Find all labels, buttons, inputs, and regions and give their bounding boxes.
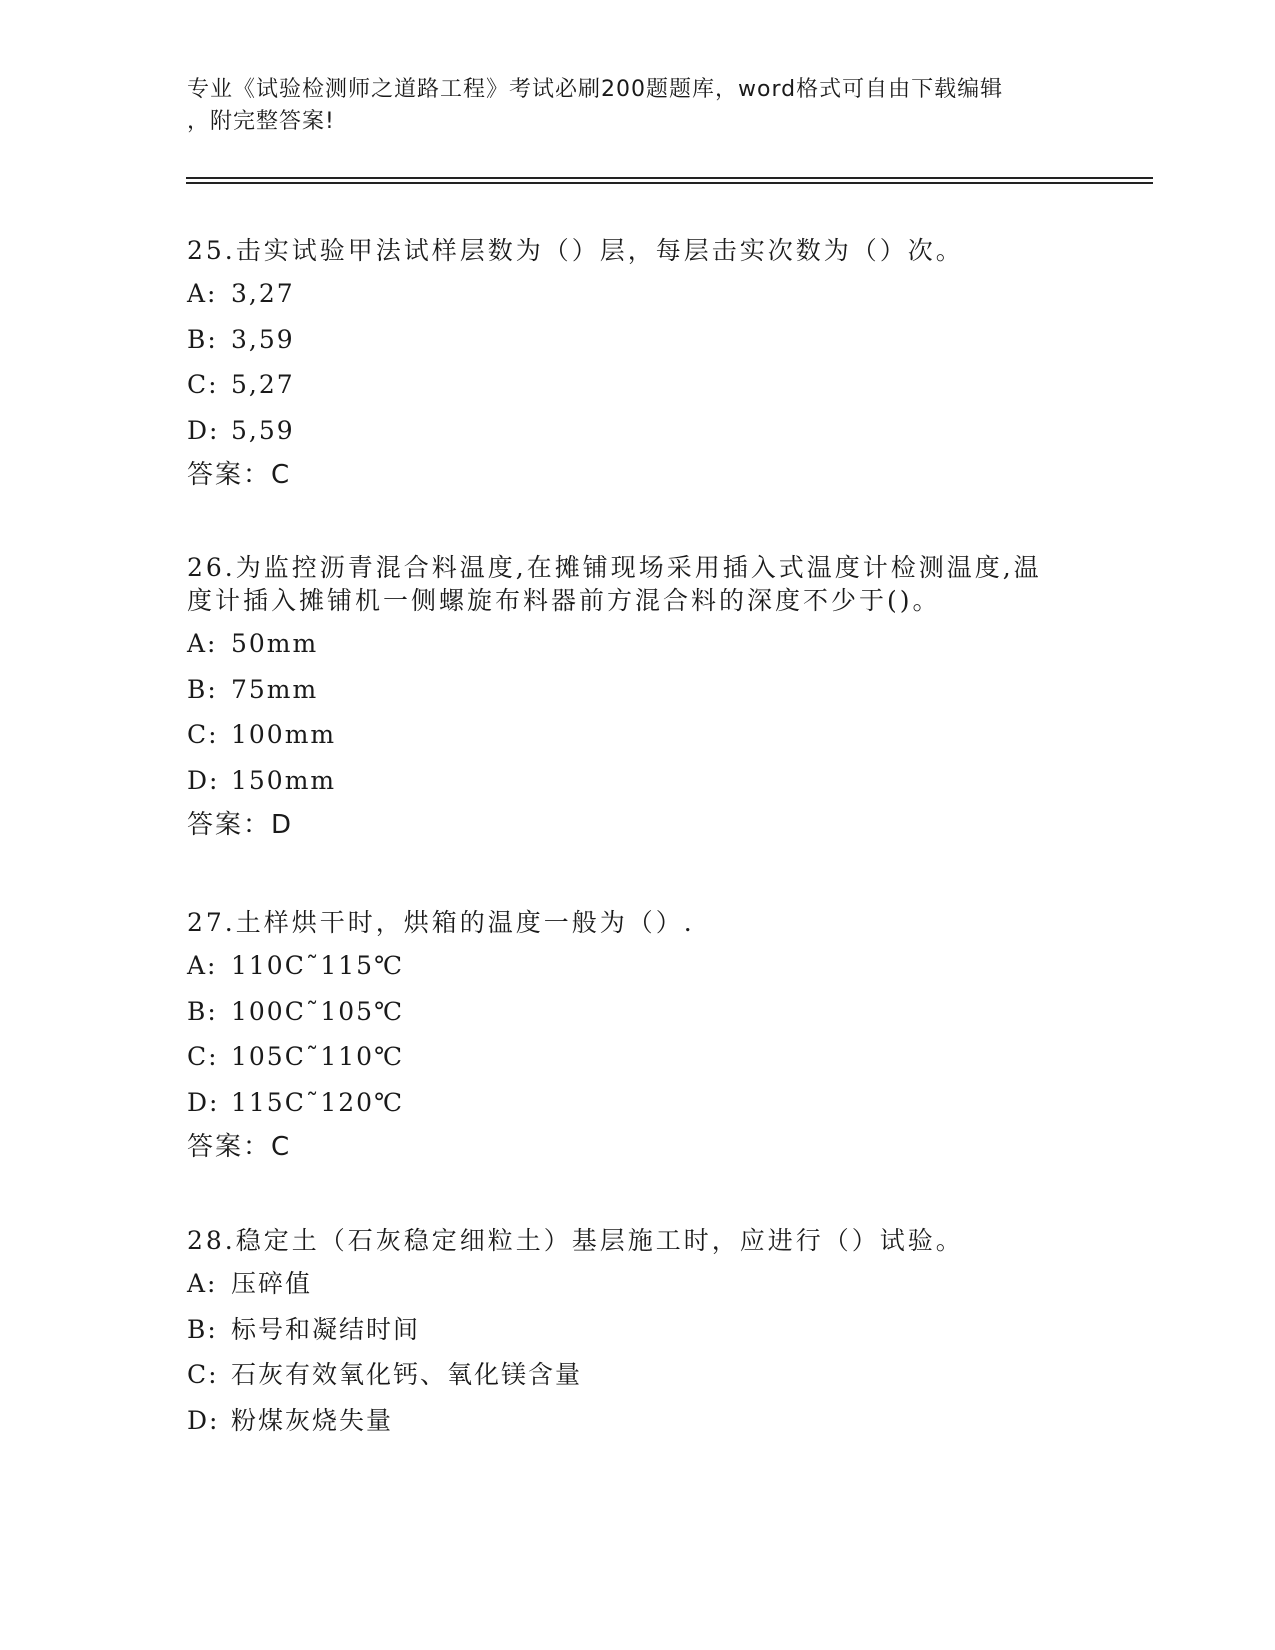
- question-25: [187, 234, 1087, 492]
- option-c: [187, 718, 1087, 764]
- option-text: 100mm: [231, 720, 337, 749]
- header-divider-bottom: [186, 182, 1153, 184]
- header-line-1: 专业《试验检测师之道路工程》考试必刷200题题库，word格式可自由下载编辑: [187, 77, 1004, 102]
- option-text: 5,27: [231, 370, 295, 399]
- question-stem-line-2: 度计插入摊铺机一侧螺旋布料器前方混合料的深度不少于()。: [187, 586, 941, 615]
- question-stem: 28.稳定土（石灰稳定细粒土）基层施工时，应进行（）试验。: [187, 1226, 964, 1255]
- option-d: [187, 1086, 1087, 1132]
- option-text: 50mm: [231, 629, 319, 658]
- question-27: [187, 906, 1087, 1164]
- option-key: B:: [187, 324, 218, 354]
- option-a: [187, 1267, 1087, 1313]
- option-text: 110C˜115℃: [231, 951, 405, 980]
- option-key: D:: [187, 1087, 220, 1117]
- option-key: A:: [187, 1269, 218, 1298]
- option-key: C:: [187, 1360, 219, 1389]
- question-stem: [187, 551, 1087, 617]
- option-text: 150mm: [231, 765, 337, 795]
- option-text: 粉煤灰烧失量: [231, 1405, 394, 1435]
- option-b: [187, 995, 1087, 1041]
- option-key: D:: [187, 415, 220, 445]
- option-text: 标号和凝结时间: [231, 1314, 421, 1344]
- option-text: 105C˜110℃: [231, 1042, 405, 1071]
- question-stem: 27.土样烘干时，烘箱的温度一般为（）.: [187, 908, 695, 937]
- option-text: 石灰有效氧化钙、氧化镁含量: [231, 1360, 583, 1389]
- option-key: B:: [187, 674, 218, 704]
- answer-label: 答案：D: [187, 810, 294, 840]
- option-d: [187, 414, 1087, 460]
- option-key: B:: [187, 996, 218, 1026]
- option-text: 115C˜120℃: [231, 1087, 405, 1117]
- option-c: [187, 1040, 1087, 1086]
- option-key: C:: [187, 370, 219, 399]
- option-text: 100C˜105℃: [231, 996, 405, 1026]
- option-key: A:: [187, 629, 218, 658]
- option-key: D:: [187, 765, 220, 795]
- document-header: [187, 74, 1067, 138]
- option-b: [187, 1313, 1087, 1359]
- question-28: [187, 1224, 1087, 1449]
- option-key: B:: [187, 1314, 218, 1344]
- option-a: [187, 277, 1087, 323]
- option-a: [187, 627, 1087, 673]
- option-d: [187, 1404, 1087, 1450]
- question-stem: 25.击实试验甲法试样层数为（）层，每层击实次数为（）次。: [187, 236, 964, 265]
- option-key: A:: [187, 951, 218, 980]
- option-c: [187, 368, 1087, 414]
- answer-label: 答案：C: [187, 1132, 292, 1162]
- question-26: [187, 551, 1087, 842]
- option-text: 压碎值: [231, 1269, 313, 1298]
- option-key: A:: [187, 279, 218, 308]
- option-key: D:: [187, 1405, 220, 1435]
- question-stem-line-1: 26.为监控沥青混合料温度,在摊铺现场采用插入式温度计检测温度,温: [187, 553, 1042, 582]
- option-key: C:: [187, 1042, 219, 1071]
- option-a: [187, 949, 1087, 995]
- header-divider-top: [186, 177, 1153, 179]
- option-d: [187, 764, 1087, 810]
- option-key: C:: [187, 720, 219, 749]
- option-text: 5,59: [231, 415, 295, 445]
- option-text: 3,27: [231, 279, 295, 308]
- option-text: 3,59: [231, 324, 295, 354]
- option-b: [187, 673, 1087, 719]
- option-b: [187, 323, 1087, 369]
- header-line-2: ，附完整答案!: [187, 109, 335, 134]
- answer-label: 答案：C: [187, 460, 292, 490]
- option-c: [187, 1358, 1087, 1404]
- option-text: 75mm: [231, 674, 319, 704]
